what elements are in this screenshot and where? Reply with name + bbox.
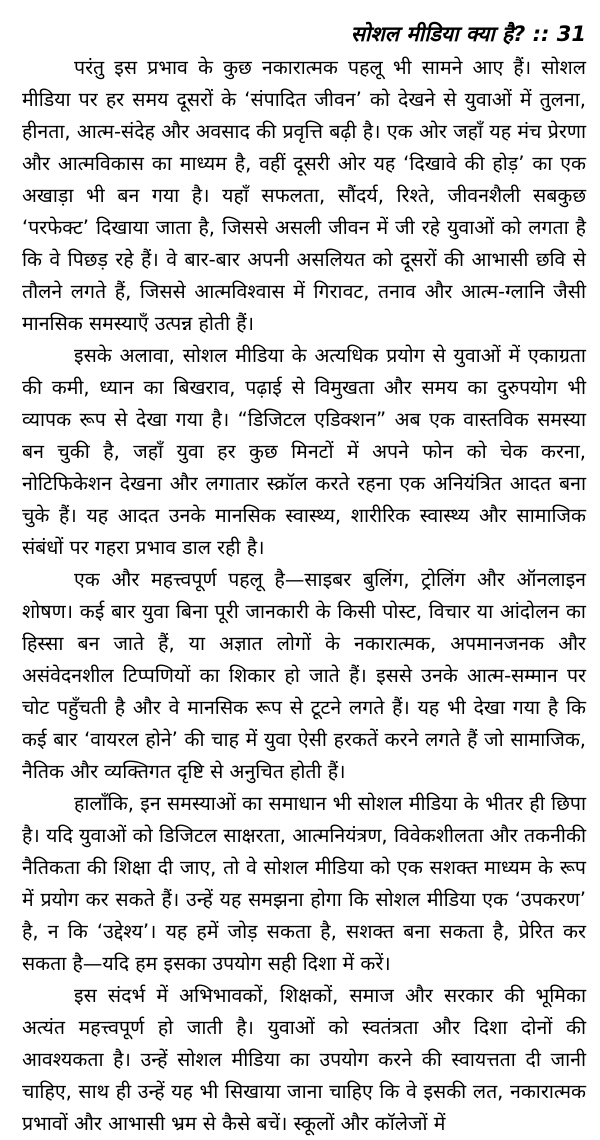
paragraph: एक और महत्त्वपूर्ण पहलू है—साइबर बुलिंग, ट्रोलिंग और ऑनलाइन शोषण। कई बार युवा बिना पूरी जानकारी के किसी पोस्ट, विचार या आंदोलन का हिस्सा बन जाते हैं, या अज्ञात लोगों के नकारात्मक, अपमानजनक और असंवेदनशील टिप्पणियों का शिकार हो जाते हैं। इससे उनके आत्म-सम्मान पर चोट पहुँचती है और वे मानसिक रूप से टूटने लगते हैं। यह भी देखा गया है कि कई बार ‘वायरल होने’ की चाह में युवा ऐसी हरकतें करने लगते हैं जो सामाजिक, नैतिक और व्यक्तिगत दृष्टि से अनुचित होती हैं। xyxy=(22,568,586,783)
paragraph: इस संदर्भ में अभिभावकों, शिक्षकों, समाज और सरकार की भूमिका अत्यंत महत्त्वपूर्ण हो जाती है। युवाओं को स्वतंत्रता और दिशा दोनों की आवश्यकता है। उन्हें सोशल मीडिया का उपयोग करने की स्वायत्तता दी जानी चाहिए, साथ ही उन्हें यह भी सिखाया जाना चाहिए कि वे इसकी लत, नकारात्मक प्रभावों और आभासी भ्रम से कैसे बचें। स्कूलों और कॉलेजों में xyxy=(22,984,586,1135)
paragraph: परंतु इस प्रभाव के कुछ नकारात्मक पहलू भी सामने आए हैं। सोशल मीडिया पर हर समय दूसरों के ‘संपादित जीवन’ को देखने से युवाओं में तुलना, हीनता, आत्म-संदेह और अवसाद की प्रवृत्ति बढ़ी है। एक ओर जहाँ यह मंच प्रेरणा और आत्मविकास का माध्यम है, वहीं दूसरी ओर यह ‘दिखावे की होड़’ का एक अखाड़ा भी बन गया है। यहाँ सफलता, सौंदर्य, रिश्ते, जीवनशैली सबकुछ ‘परफेक्ट’ दिखाया जाता है, जिससे असली जीवन में जी रहे युवाओं को लगता है कि वे पिछड़ रहे हैं। वे बार-बार अपनी असलियत को दूसरों की आभासी छवि से तौलने लगते हैं, जिससे आत्मविश्वास में गिरावट, तनाव और आत्म-ग्लानि जैसी मानसिक समस्याएँ उत्पन्न होती हैं। xyxy=(22,56,586,335)
book-page xyxy=(22,0,586,1135)
paragraph: इसके अलावा, सोशल मीडिया के अत्यधिक प्रयोग से युवाओं में एकाग्रता की कमी, ध्यान का बिखराव, पढ़ाई से विमुखता और समय का दुरुपयोग भी व्यापक रूप से देखा गया है। “डिजिटल एडिक्शन” अब एक वास्तविक समस्या बन चुकी है, जहाँ युवा हर कुछ मिनटों में अपने फोन को चेक करना, नोटिफिकेशन देखना और लगातार स्क्रॉल करते रहना एक अनियंत्रित आदत बना चुके हैं। यह आदत उनके मानसिक स्वास्थ्य, शारीरिक स्वास्थ्य और सामाजिक संबंधों पर गहरा प्रभाव डाल रही है। xyxy=(22,344,586,559)
body-text xyxy=(22,52,586,1140)
paragraph: हालाँकि, इन समस्याओं का समाधान भी सोशल मीडिया के भीतर ही छिपा है। यदि युवाओं को डिजिटल साक्षरता, आत्मनियंत्रण, विवेकशीलता और तकनीकी नैतिकता की शिक्षा दी जाए, तो वे सोशल मीडिया को एक सशक्त माध्यम के रूप में प्रयोग कर सकते हैं। उन्हें यह समझना होगा कि सोशल मीडिया एक ‘उपकरण’ है, न कि ‘उद्देश्य’। यह हमें जोड़ सकता है, सशक्त बना सकता है, प्रेरित कर सकता है—यदि हम इसका उपयोग सही दिशा में करें। xyxy=(22,792,586,975)
running-header: सोशल मीडिया क्या है? :: 31 xyxy=(350,22,586,46)
